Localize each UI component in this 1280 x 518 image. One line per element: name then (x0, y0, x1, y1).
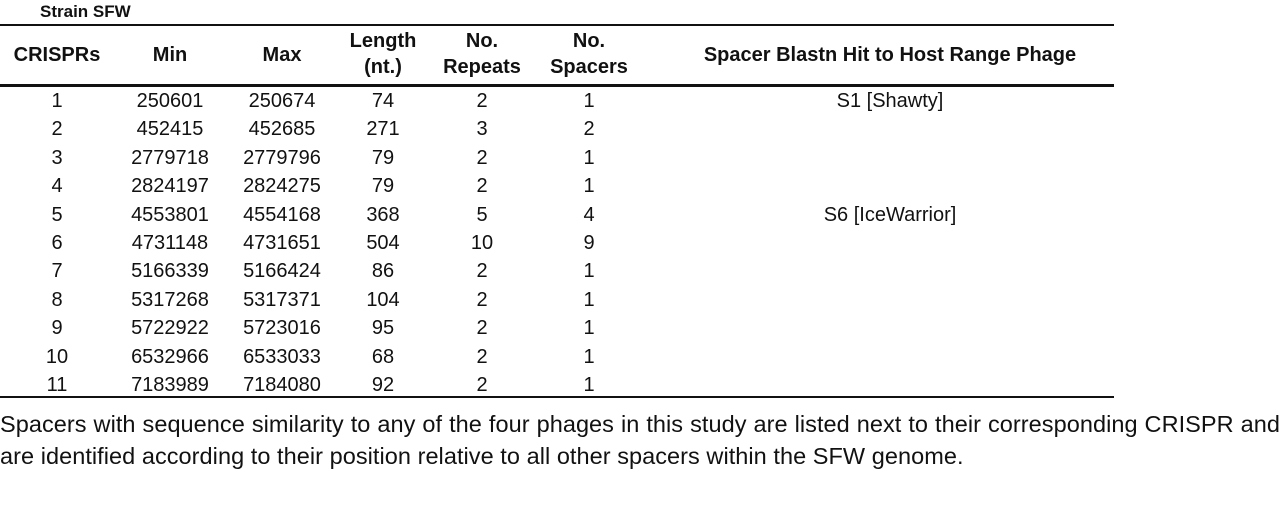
cell-crispr: 10 (45, 345, 69, 368)
cell-repeats: 2 (476, 288, 488, 311)
cell-max: 4731651 (243, 232, 321, 254)
cell-length: 79 (371, 146, 395, 169)
cell-spacers: 1 (583, 317, 595, 340)
header-spacers (540, 28, 638, 80)
cell-spacers: 1 (583, 260, 595, 283)
cell-repeats: 2 (476, 345, 488, 368)
cell-min: 5722922 (131, 317, 209, 340)
cell-length: 86 (371, 260, 395, 283)
cell-crispr: 9 (51, 317, 63, 340)
table-row (0, 257, 1114, 285)
cell-crispr: 3 (51, 146, 63, 169)
cell-length: 92 (371, 374, 395, 396)
cell-length: 79 (371, 175, 395, 198)
cell-min: 7183989 (131, 374, 209, 396)
cell-crispr: 8 (51, 288, 63, 311)
cell-repeats: 2 (476, 317, 488, 340)
table-row (0, 229, 1114, 257)
cell-max: 6533033 (243, 345, 321, 368)
cell-hit: S1 [Shawty] (836, 90, 944, 112)
header-length-line2: (nt.) (364, 56, 402, 78)
cell-min: 5166339 (131, 260, 209, 283)
header-repeats (440, 28, 524, 80)
table-row (0, 144, 1114, 172)
cell-crispr: 5 (51, 203, 63, 226)
table-bottom-rule (0, 396, 1114, 398)
header-max: Max (262, 44, 302, 66)
cell-repeats: 2 (476, 374, 488, 396)
cell-spacers: 1 (583, 374, 595, 396)
cell-crispr: 11 (46, 374, 68, 396)
cell-min: 6532966 (131, 345, 209, 368)
table-row (0, 172, 1114, 200)
cell-length: 74 (371, 90, 395, 112)
cell-length: 95 (371, 317, 395, 340)
cell-crispr: 2 (51, 118, 63, 141)
header-spacers-line1: No. (572, 30, 606, 52)
header-length (340, 28, 426, 80)
table-row (0, 343, 1114, 371)
cell-max: 452685 (248, 118, 316, 141)
cell-min: 4731148 (131, 232, 209, 254)
table-row (0, 314, 1114, 342)
cell-crispr: 6 (51, 232, 63, 254)
cell-length: 68 (371, 345, 395, 368)
cell-crispr: 7 (51, 260, 63, 283)
cell-max: 5723016 (243, 317, 321, 340)
cell-repeats: 2 (476, 260, 488, 283)
cell-hit: S6 [IceWarrior] (823, 203, 957, 226)
cell-repeats: 10 (470, 232, 494, 254)
header-repeats-line2: Repeats (443, 56, 521, 78)
header-spacers-line2: Spacers (550, 56, 628, 78)
table-row (0, 201, 1114, 229)
cell-max: 4554168 (243, 203, 321, 226)
cell-repeats: 2 (476, 146, 488, 169)
cell-max: 2779796 (243, 146, 321, 169)
cell-spacers: 2 (583, 118, 595, 141)
cell-length: 104 (366, 288, 400, 311)
table-header (0, 27, 1114, 83)
cell-max: 5166424 (243, 260, 321, 283)
cell-repeats: 3 (476, 118, 488, 141)
cell-min: 2779718 (131, 146, 209, 169)
cell-repeats: 2 (476, 175, 488, 198)
header-hit: Spacer Blastn Hit to Host Range Phage (703, 44, 1077, 66)
header-repeats-line1: No. (465, 30, 499, 52)
cell-crispr: 1 (51, 90, 63, 112)
table-caption: Spacers with sequence similarity to any of the four phages in this study are listed next to their corresponding CRISPR and are identified according to their position relative to all other spacers within the SFW genome. (0, 411, 1280, 469)
cell-min: 5317268 (131, 288, 209, 311)
cell-min: 250601 (136, 90, 204, 112)
cell-min: 2824197 (131, 175, 209, 198)
header-length-line1: Length (349, 30, 417, 52)
cell-repeats: 5 (476, 203, 488, 226)
cell-max: 5317371 (243, 288, 321, 311)
cell-length: 504 (366, 232, 400, 254)
cell-spacers: 1 (583, 288, 595, 311)
cell-max: 7184080 (243, 374, 321, 396)
table-row (0, 87, 1114, 115)
cell-spacers: 1 (583, 90, 595, 112)
cell-length: 271 (366, 118, 400, 141)
table-row (0, 286, 1114, 314)
cell-max: 2824275 (243, 175, 321, 198)
cell-length: 368 (366, 203, 400, 226)
header-min: Min (152, 44, 188, 66)
cell-spacers: 1 (583, 146, 595, 169)
cell-max: 250674 (248, 90, 316, 112)
cell-spacers: 4 (583, 203, 595, 226)
cell-spacers: 1 (583, 175, 595, 198)
cell-min: 4553801 (131, 203, 209, 226)
table-top-rule (0, 24, 1114, 26)
cell-spacers: 9 (583, 232, 595, 254)
cell-min: 452415 (136, 118, 204, 141)
cell-crispr: 4 (51, 175, 63, 198)
header-crisprs: CRISPRs (13, 44, 101, 66)
cell-repeats: 2 (476, 90, 488, 112)
strain-label: Strain SFW (40, 2, 131, 21)
cell-spacers: 1 (583, 345, 595, 368)
table-row (0, 115, 1114, 143)
